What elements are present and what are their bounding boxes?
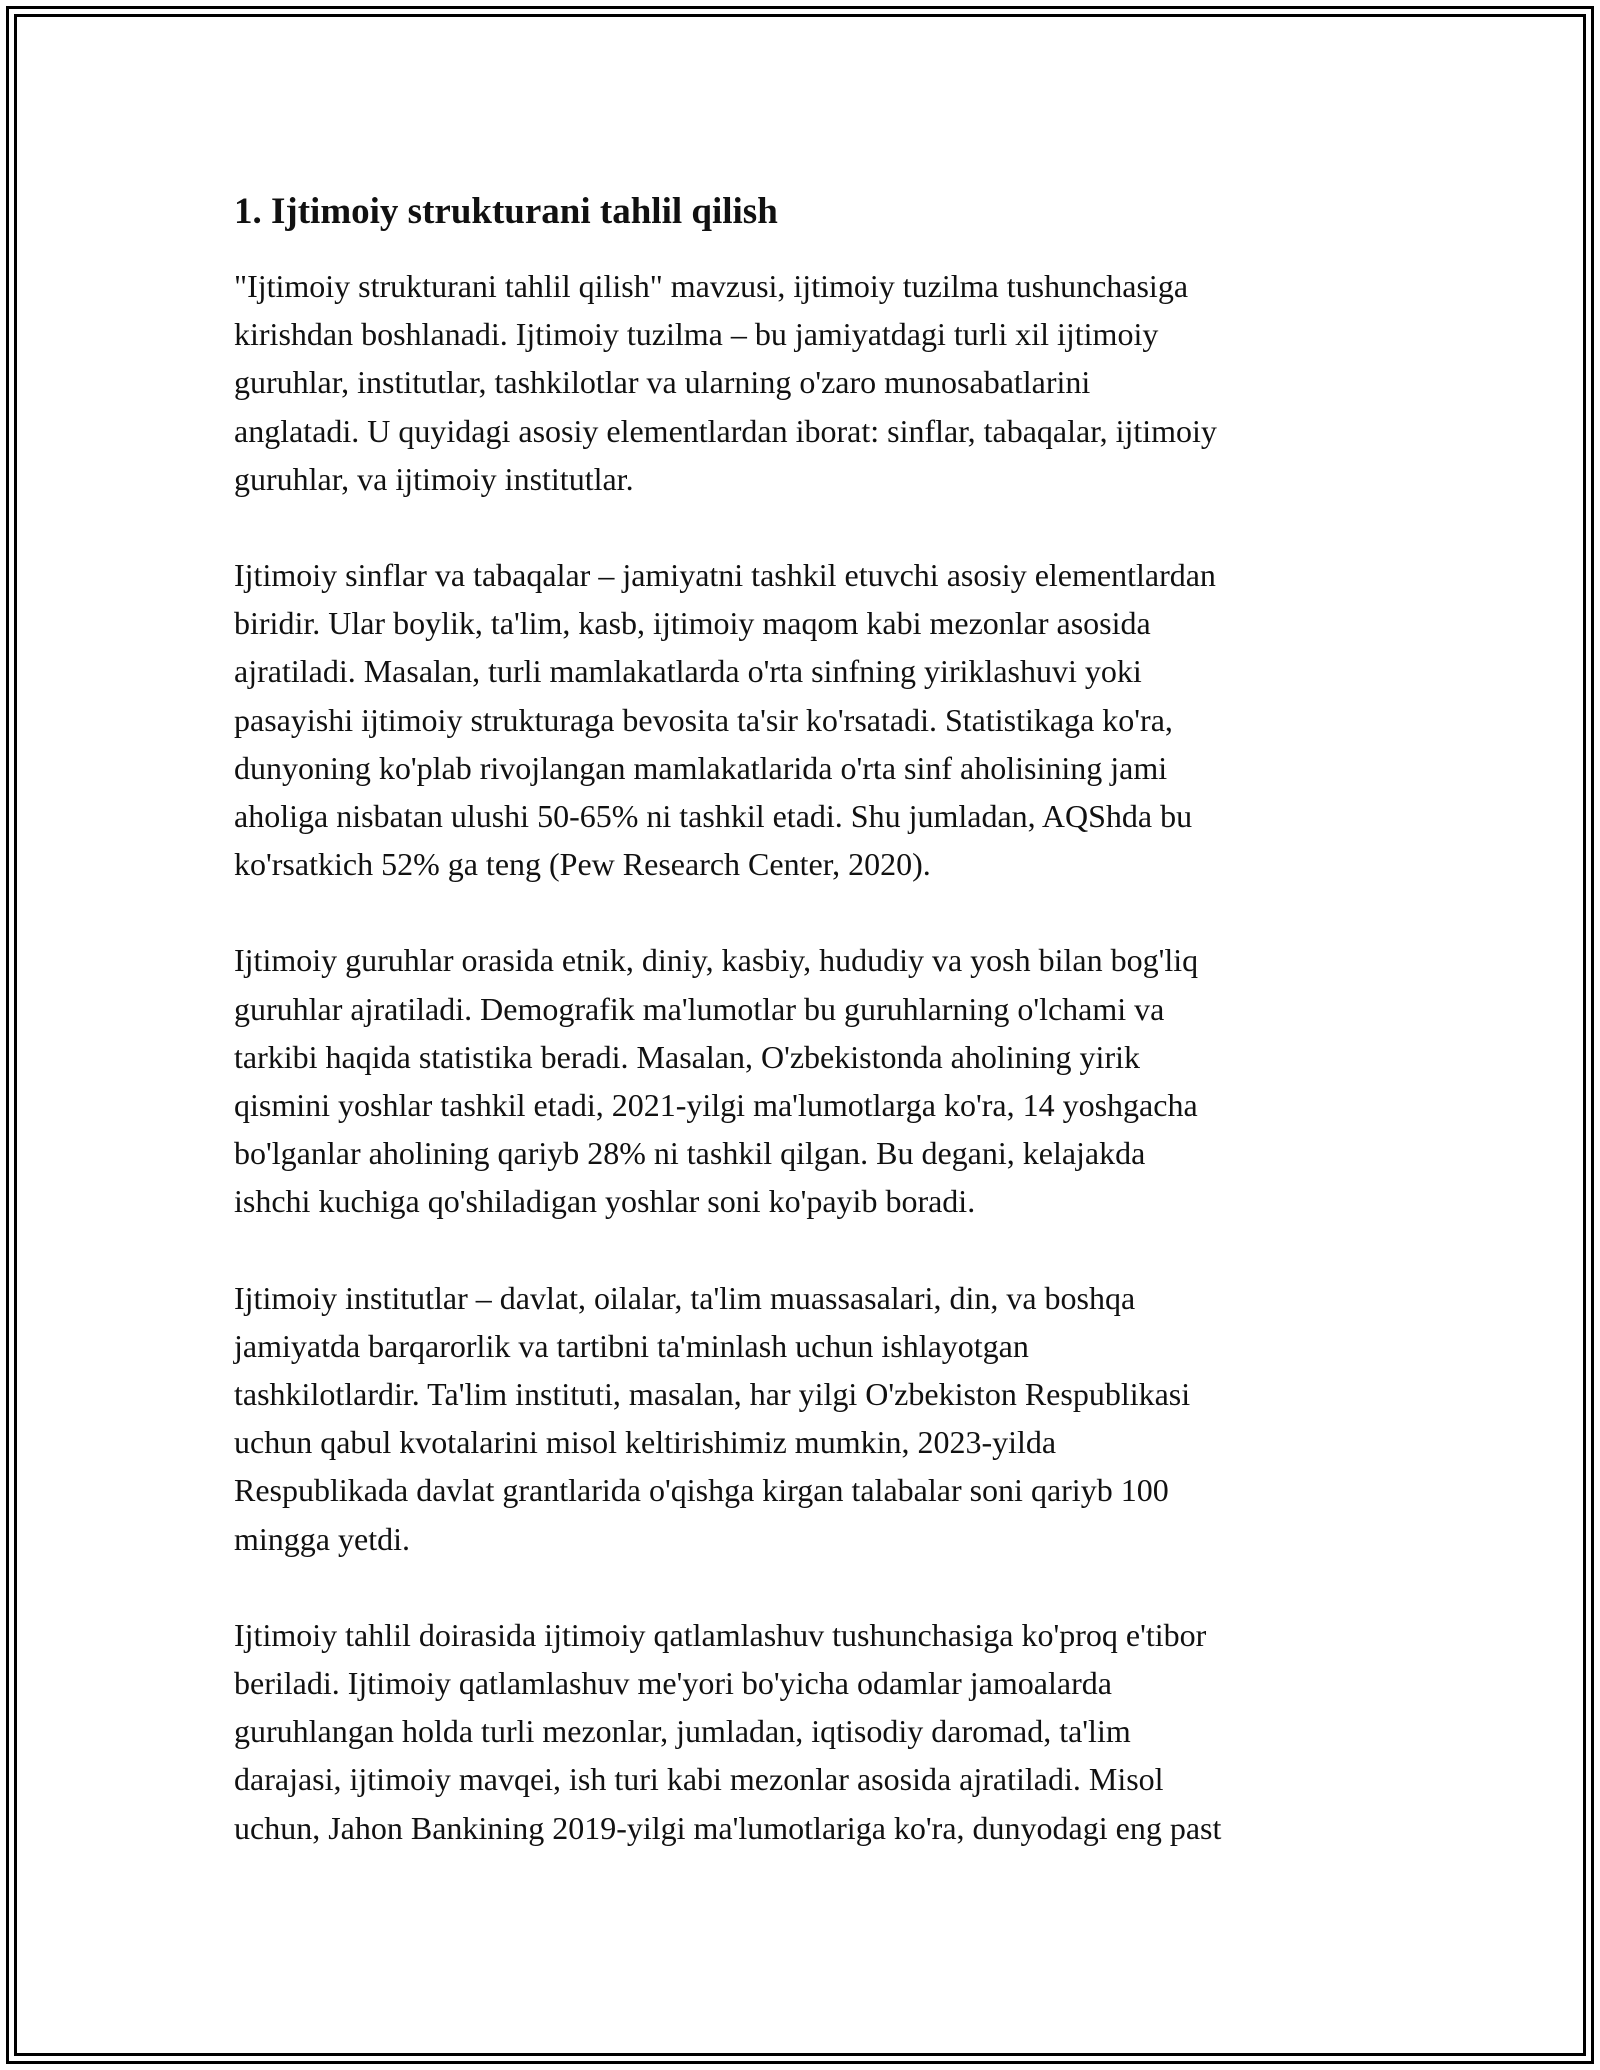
paragraph-line: anglatadi. U quyidagi asosiy elementlardan iborat: sinflar, tabaqalar, ijtimoiy	[234, 412, 1217, 449]
paragraph-line: tarkibi haqida statistika beradi. Masalan, O'zbekistonda aholining yirik	[234, 1038, 1140, 1075]
paragraph-line: dunyoning ko'plab rivojlangan mamlakatlarida o'rta sinf aholisining jami	[234, 749, 1168, 786]
paragraph-line: guruhlar, institutlar, tashkilotlar va ularning o'zaro munosabatlarini	[234, 364, 1091, 401]
paragraph-line: qismini yoshlar tashkil etadi, 2021-yilgi ma'lumotlarga ko'ra, 14 yoshgacha	[234, 1087, 1198, 1124]
paragraph-line: aholiga nisbatan ulushi 50-65% ni tashkil etadi. Shu jumladan, AQShda bu	[234, 798, 1193, 835]
document-body	[234, 186, 1369, 1900]
paragraph-line: uchun, Jahon Bankining 2019-yilgi ma'lumotlariga ko'ra, dunyodagi eng past	[234, 1809, 1222, 1846]
paragraph-line: ajratiladi. Masalan, turli mamlakatlarda o'rta sinfning yiriklashuvi yoki	[234, 653, 1142, 690]
paragraph-line: Respublikada davlat grantlarida o'qishga kirgan talabalar soni qariyb 100	[234, 1472, 1169, 1509]
paragraph-line: guruhlar ajratiladi. Demografik ma'lumotlar bu guruhlarning o'lchami va	[234, 990, 1165, 1027]
paragraph-line: guruhlangan holda turli mezonlar, jumladan, iqtisodiy daromad, ta'lim	[234, 1713, 1131, 1750]
paragraph-line: kirishdan boshlanadi. Ijtimoiy tuzilma – bu jamiyatdagi turli xil ijtimoiy	[234, 316, 1159, 353]
paragraph-line: "Ijtimoiy strukturani tahlil qilish" mavzusi, ijtimoiy tuzilma tushunchasiga	[234, 268, 1189, 304]
paragraph-line: jamiyatda barqarorlik va tartibni ta'minlash uchun ishlayotgan	[234, 1327, 1029, 1364]
paragraph-line: guruhlar, va ijtimoiy institutlar.	[234, 460, 634, 497]
paragraph-classes-strata	[234, 551, 1369, 888]
paragraph-line: Ijtimoiy tahlil doirasida ijtimoiy qatlamlashuv tushunchasiga ko'proq e'tibor	[234, 1616, 1207, 1653]
section-heading: 1. Ijtimoiy strukturani tahlil qilish	[234, 191, 778, 232]
paragraph-line: Ijtimoiy sinflar va tabaqalar – jamiyatni tashkil etuvchi asosiy elementlardan	[234, 557, 1216, 594]
paragraph-line: ishchi kuchiga qo'shiladigan yoshlar soni ko'payib boradi.	[234, 1183, 976, 1220]
paragraph-social-groups	[234, 936, 1369, 1225]
paragraph-line: uchun qabul kvotalarini misol keltirishimiz mumkin, 2023-yilda	[234, 1424, 1057, 1461]
paragraph-line: tashkilotlardir. Ta'lim instituti, masalan, har yilgi O'zbekiston Respublikasi	[234, 1376, 1191, 1413]
paragraph-line: beriladi. Ijtimoiy qatlamlashuv me'yori bo'yicha odamlar jamoalarda	[234, 1665, 1112, 1702]
paragraph-line: biridir. Ular boylik, ta'lim, kasb, ijtimoiy maqom kabi mezonlar asosida	[234, 605, 1151, 642]
paragraph-line: Ijtimoiy guruhlar orasida etnik, diniy, kasbiy, hududiy va yosh bilan bog'liq	[234, 942, 1199, 979]
paragraph-stratification	[234, 1611, 1369, 1852]
paragraph-line: bo'lganlar aholining qariyb 28% ni tashkil qilgan. Bu degani, kelajakda	[234, 1135, 1146, 1172]
paragraph-social-institutions	[234, 1274, 1369, 1563]
paragraph-social-structure-intro	[234, 262, 1369, 503]
paragraph-line: darajasi, ijtimoiy mavqei, ish turi kabi mezonlar asosida ajratiladi. Misol	[234, 1761, 1164, 1798]
paragraph-line: ko'rsatkich 52% ga teng (Pew Research Center, 2020).	[234, 846, 931, 883]
paragraph-line: mingga yetdi.	[234, 1520, 410, 1557]
paragraph-line: Ijtimoiy institutlar – davlat, oilalar, ta'lim muassasalari, din, va boshqa	[234, 1279, 1136, 1316]
paragraph-line: pasayishi ijtimoiy strukturaga bevosita ta'sir ko'rsatadi. Statistikaga ko'ra,	[234, 701, 1173, 738]
